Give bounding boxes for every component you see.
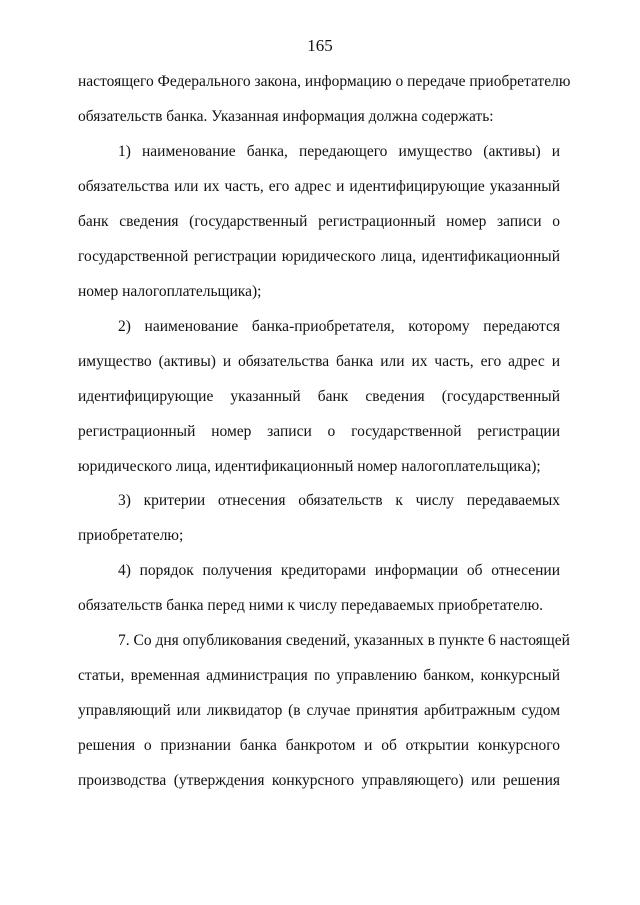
text-line: 3) критерии отнесения обязательств к числу передаваемых [118,492,560,509]
text-line: управляющий или ликвидатор (в случае принятия арбитражным судом [78,702,560,719]
text-line: обязательств банка перед ними к числу передаваемых приобретателю. [78,597,544,614]
text-line: настоящего Федерального закона, информацию о передаче приобретателю [78,73,571,90]
text-line: 1) наименование банка, передающего имущество (активы) и [118,143,560,160]
page-number: 165 [307,36,333,55]
text-line: имущество (активы) и обязательства банка или их часть, его адрес и [78,353,560,370]
text-line: идентифицирующие указанный банк сведения (государственный [78,388,560,405]
text-line: государственной регистрации юридического лица, идентификационный [78,248,560,265]
text-line: обязательств банка. Указанная информация должна содержать: [78,108,494,125]
text-line: юридического лица, идентификационный номер налогоплательщика); [78,458,541,475]
text-line: решения о признании банка банкротом и об открытии конкурсного [78,737,560,754]
text-line: банк сведения (государственный регистрационный номер записи о [78,213,560,230]
text-line: 4) порядок получения кредиторами информации об отнесении [118,562,560,579]
text-line: регистрационный номер записи о государственной регистрации [78,423,560,440]
text-line: номер налогоплательщика); [78,283,262,300]
text-line: обязательства или их часть, его адрес и идентифицирующие указанный [78,178,560,195]
text-line: статьи, временная администрация по управлению банком, конкурсный [78,667,560,684]
text-line: производства (утверждения конкурсного управляющего) или решения [78,772,560,789]
text-line: 2) наименование банка-приобретателя, которому передаются [118,318,560,335]
text-line: 7. Со дня опубликования сведений, указанных в пункте 6 настоящей [118,632,570,649]
text-line: приобретателю; [78,527,184,544]
